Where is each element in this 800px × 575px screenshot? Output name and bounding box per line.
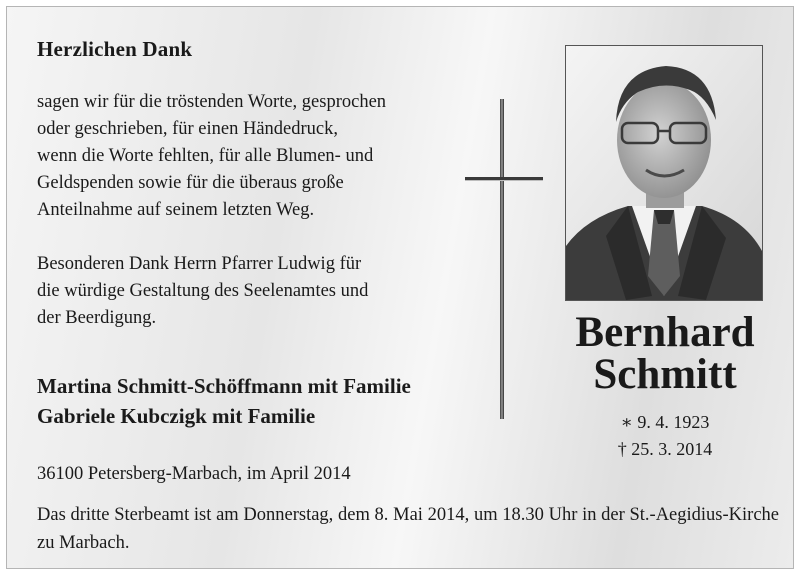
text-line: der Beerdigung. [37,308,157,328]
last-name: Schmitt [593,351,737,398]
service-note: Das dritte Sterbeamt ist am Donnerstag, dem 8. Mai 2014, um 18.30 Uhr in der St.-Aegidius-Kirche zu Marbach. [37,505,779,553]
birth-date: ∗ 9. 4. 1923 [620,412,710,432]
portrait-illustration [566,46,762,300]
family-line: Martina Schmitt-Schöffmann mit Familie [37,374,411,398]
life-dates [567,409,763,463]
first-name: Bernhard [575,309,755,356]
place-date: 36100 Petersberg-Marbach, im April 2014 [37,464,351,484]
text-line: Anteilnahme auf seinem letzten Weg. [37,200,315,220]
special-thanks-paragraph [37,251,368,332]
thanks-paragraph [37,89,386,224]
deceased-name [567,309,763,398]
obituary-card [6,6,794,569]
text-line: Geldspenden sowie für die überaus große [37,173,344,193]
text-line: oder geschrieben, für einen Händedruck, [37,119,339,139]
death-date: † 25. 3. 2014 [617,439,713,459]
text-line: wenn die Worte fehlten, für alle Blumen- und [37,146,374,166]
text-line: sagen wir für die tröstenden Worte, gesprochen [37,92,387,112]
family-names [37,371,411,431]
text-line: die würdige Gestaltung des Seelenamtes und [37,281,369,301]
cross-icon [465,99,545,419]
heading: Herzlichen Dank [37,37,193,61]
text-line: Besonderen Dank Herrn Pfarrer Ludwig für [37,254,362,274]
portrait-photo [565,45,763,301]
family-line: Gabriele Kubczigk mit Familie [37,404,316,428]
